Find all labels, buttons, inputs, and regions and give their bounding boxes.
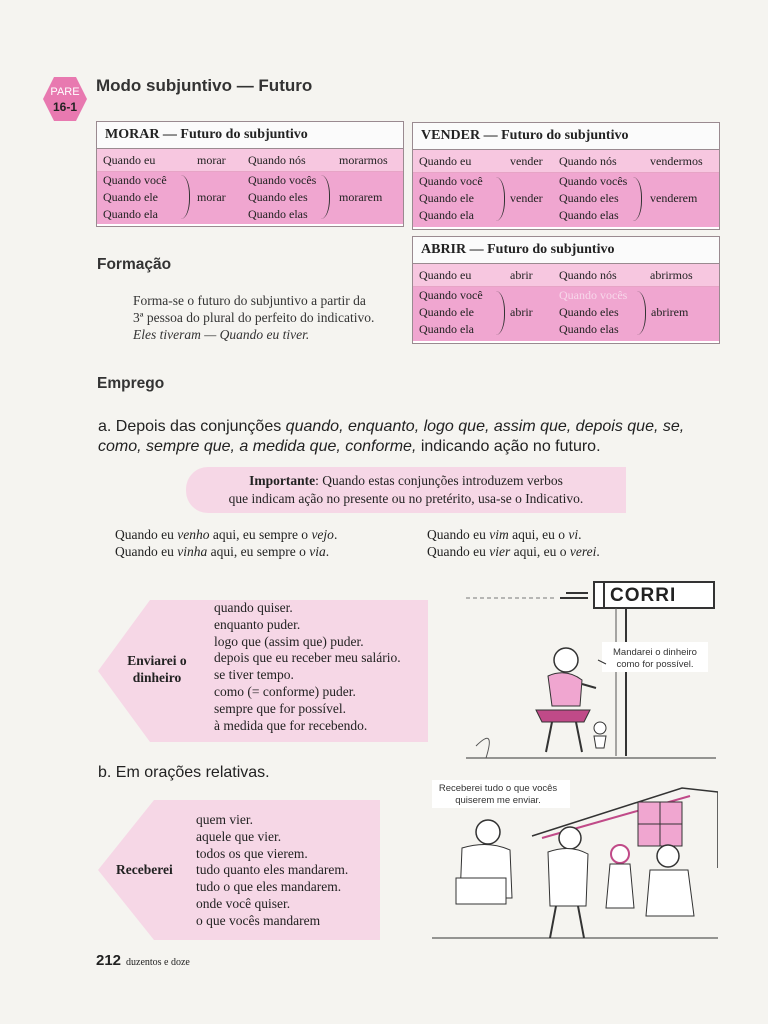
table-row <box>413 173 719 227</box>
example-present-past <box>115 526 337 560</box>
post-office-sign-text: CORRI <box>610 585 677 606</box>
table-cell: morarmos <box>339 153 388 167</box>
table-row <box>413 264 719 287</box>
table-cell: abrirmos <box>650 268 693 282</box>
table-cell: vender <box>510 191 543 205</box>
receberei-list <box>196 812 348 930</box>
table-cell: morar <box>197 190 226 204</box>
brace-icon <box>321 175 330 219</box>
section-heading-emprego: Emprego <box>97 375 165 392</box>
important-label: Importante <box>249 473 316 488</box>
section-heading-formacao: Formação <box>97 256 172 273</box>
list-item: onde você quiser. <box>196 895 291 911</box>
list-item: se tiver tempo. <box>214 667 294 683</box>
table-vender-title: VENDER — Futuro do subjuntivo <box>413 123 719 150</box>
table-cell: Quando você <box>419 174 483 188</box>
table-cell: Quando ela <box>419 322 474 336</box>
table-cell: Quando nós <box>559 268 617 282</box>
list-item: tudo quanto eles mandarem. <box>196 862 349 878</box>
caption-shopping-line2: quiserem me enviar. <box>455 795 541 806</box>
enviarei-label-line: dinheiro <box>132 670 182 685</box>
list-item: sempre que for possível. <box>214 700 346 716</box>
caption-shopping-line1: Receberei tudo o que vocês <box>438 783 558 794</box>
brace-icon <box>637 291 646 335</box>
list-item: tudo o que eles mandarem. <box>196 879 342 895</box>
table-row <box>97 149 403 172</box>
enviarei-list <box>214 600 401 734</box>
important-note <box>186 467 626 513</box>
badge-hexagon-icon <box>42 76 88 122</box>
table-row <box>97 172 403 224</box>
enviarei-label-line: Enviarei o <box>127 653 187 668</box>
table-cell: abrir <box>510 268 533 282</box>
table-cell: Quando eles <box>248 190 308 204</box>
post-office-illustration <box>466 576 716 766</box>
table-cell: Quando eu <box>419 268 472 282</box>
rule-a-conjunctions: quando, enquanto, logo que, assim que, depois que, se, como, sempre que, a medida que, conforme, <box>98 418 685 455</box>
caption-post-office-line2: como for possível. <box>616 659 694 670</box>
table-cell: Quando elas <box>559 322 619 336</box>
example-line: Quando eu vinha aqui, eu sempre o via. <box>115 544 330 559</box>
table-cell: Quando eles <box>559 305 619 319</box>
table-cell: Quando ele <box>103 190 158 204</box>
table-cell: vender <box>510 154 543 168</box>
example-past-future <box>427 526 600 560</box>
table-cell: morar <box>197 153 226 167</box>
enviarei-label <box>118 652 196 686</box>
table-cell: vendermos <box>650 154 703 168</box>
list-item: aquele que vier. <box>196 828 282 844</box>
list-item: quando quiser. <box>214 600 293 615</box>
example-line: Quando eu vim aqui, eu o vi. <box>427 527 582 542</box>
list-item: depois que eu receber meu salário. <box>214 650 401 666</box>
table-morar-title: MORAR — Futuro do subjuntivo <box>97 122 403 149</box>
formacao-example: Eles tiveram — Quando eu tiver. <box>133 327 310 342</box>
example-line: Quando eu vier aqui, eu o verei. <box>427 544 600 559</box>
list-item: logo que (assim que) puder. <box>214 633 364 649</box>
list-item: à medida que for recebendo. <box>214 717 368 733</box>
list-item: o que vocês mandarem <box>196 912 321 928</box>
table-cell: Quando vocês <box>248 173 317 187</box>
table-cell: Quando ele <box>419 305 474 319</box>
table-cell: Quando nós <box>248 153 306 167</box>
brace-icon <box>633 177 642 221</box>
badge-bottom-text: 16-1 <box>52 100 78 114</box>
list-item: como (= conforme) puder. <box>214 683 356 699</box>
important-line: que indicam ação no presente ou no pretérito, usa-se o Indicativo. <box>228 491 584 506</box>
table-morar <box>96 121 404 227</box>
table-cell: abrirem <box>651 305 689 319</box>
table-cell: Quando eu <box>419 154 472 168</box>
lesson-badge <box>42 76 88 122</box>
page-number-words: duzentos e doze <box>126 957 190 968</box>
table-cell: Quando elas <box>248 207 308 221</box>
table-cell: Quando vocês <box>559 174 628 188</box>
receberei-label: Receberei <box>116 862 173 877</box>
table-row <box>413 150 719 173</box>
table-cell: venderem <box>650 191 698 205</box>
important-line: : Quando estas conjunções introduzem verbos <box>315 473 563 488</box>
table-cell: Quando ela <box>419 208 474 222</box>
table-cell: Quando eles <box>559 191 619 205</box>
formacao-text <box>133 292 413 343</box>
table-row <box>413 287 719 341</box>
table-abrir <box>412 236 720 344</box>
page-number: 212 <box>96 952 122 969</box>
table-cell: Quando vocês <box>559 288 628 302</box>
example-line: Quando eu venho aqui, eu sempre o vejo. <box>115 527 338 542</box>
table-cell: Quando ele <box>419 191 474 205</box>
table-vender <box>412 122 720 230</box>
rule-a-text <box>98 417 728 457</box>
rule-b-heading: b. Em orações relativas. <box>98 764 270 781</box>
brace-icon <box>496 291 505 335</box>
table-cell: Quando eu <box>103 153 156 167</box>
table-cell: Quando ela <box>103 207 158 221</box>
table-cell: Quando você <box>419 288 483 302</box>
badge-top-text: PARE <box>50 86 80 98</box>
page-title: Modo subjuntivo — Futuro <box>96 76 313 95</box>
list-item: quem vier. <box>196 812 253 827</box>
rule-a-prefix: a. Depois das conjunções <box>98 418 286 435</box>
shopping-illustration <box>432 778 718 948</box>
formacao-line: 3ª pessoa do plural do perfeito do indicativo. <box>133 310 375 325</box>
table-cell: morarem <box>339 190 383 204</box>
table-abrir-title: ABRIR — Futuro do subjuntivo <box>413 237 719 264</box>
formacao-line: Forma-se o futuro do subjuntivo a partir da <box>133 293 366 308</box>
rule-a-suffix: indicando ação no futuro. <box>416 438 601 455</box>
caption-post-office-line1: Mandarei o dinheiro <box>613 647 697 658</box>
table-cell: Quando você <box>103 173 167 187</box>
brace-icon <box>181 175 190 219</box>
brace-icon <box>496 177 505 221</box>
list-item: todos os que vierem. <box>196 845 308 861</box>
table-cell: Quando nós <box>559 154 617 168</box>
table-cell: Quando elas <box>559 208 619 222</box>
table-cell: abrir <box>510 305 533 319</box>
list-item: enquanto puder. <box>214 616 301 632</box>
